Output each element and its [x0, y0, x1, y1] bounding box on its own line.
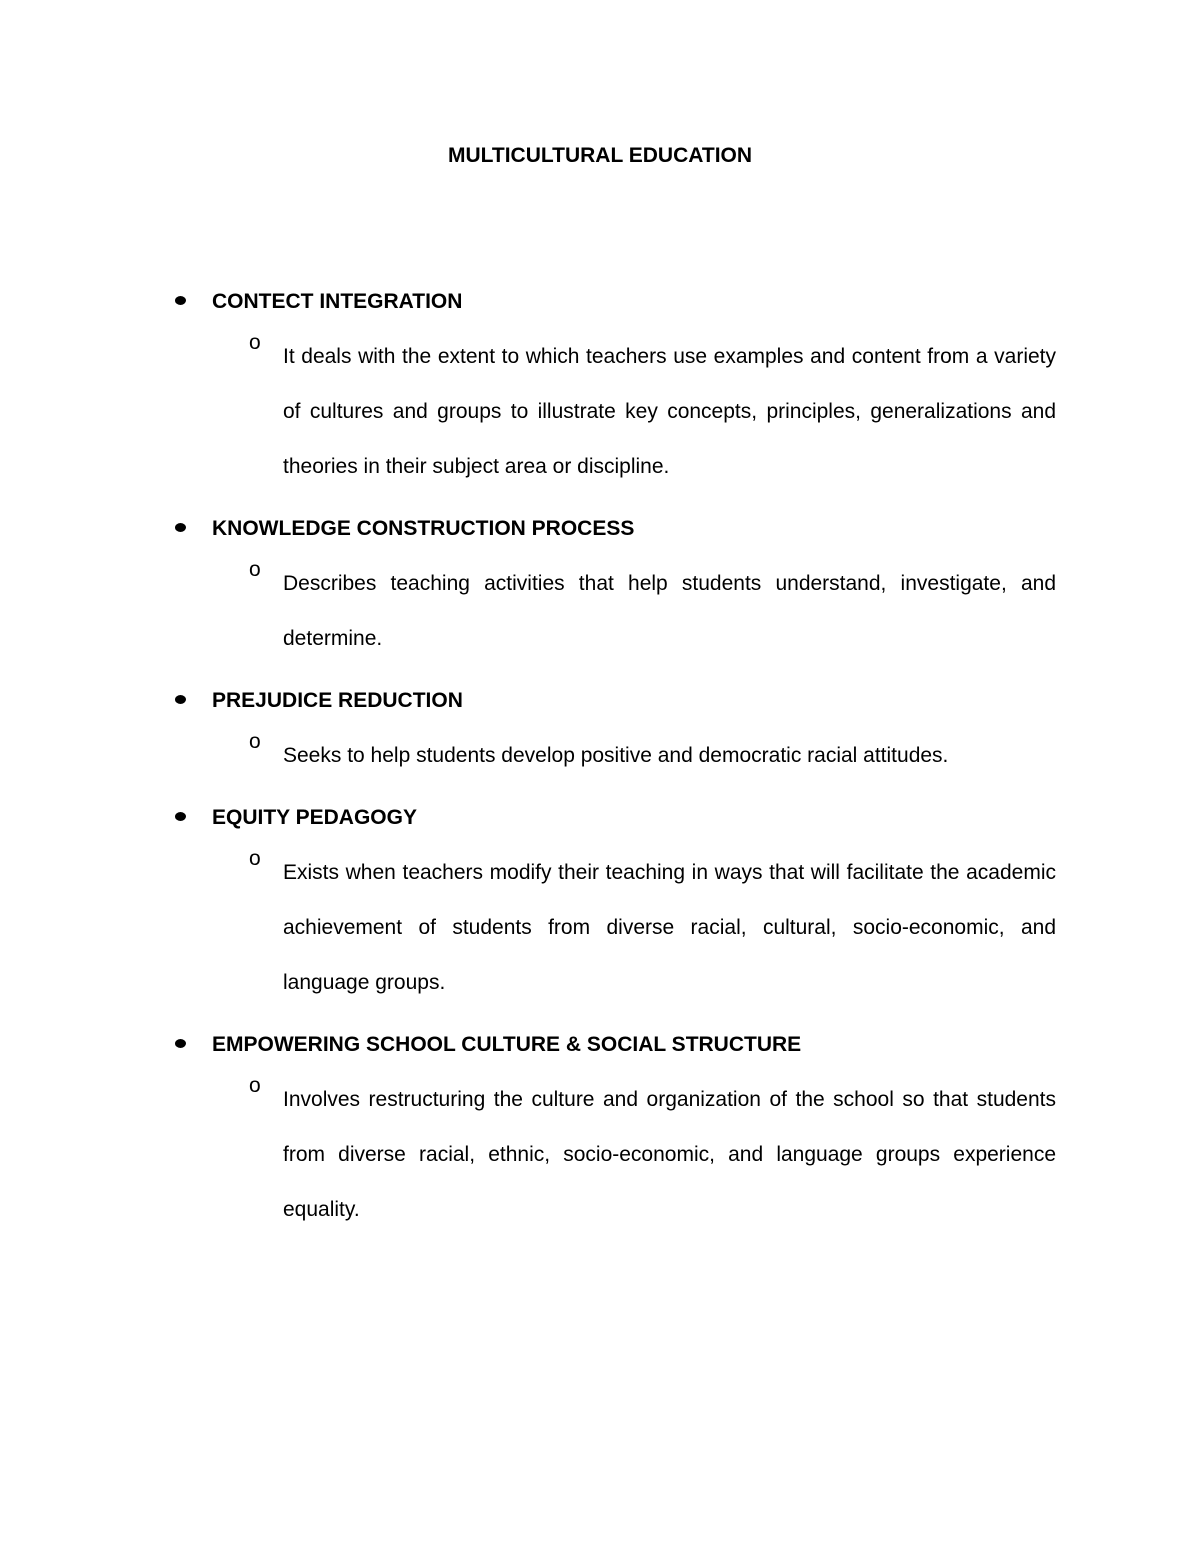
section-item — [0, 804, 1200, 1010]
section-heading-row — [0, 1031, 1200, 1061]
subpoint-text: It deals with the extent to which teachers use examples and content from a variety of cultures and groups to illustrate key concepts, principles, generalizations and theories in their subject area or discipline. — [283, 345, 1056, 478]
section-list — [0, 288, 1200, 1258]
section-heading-row — [0, 687, 1200, 717]
subpoint — [0, 556, 1200, 666]
filled-circle-bullet-icon — [175, 296, 186, 305]
section-heading-row — [0, 515, 1200, 545]
hollow-o-marker-icon: o — [249, 1074, 261, 1097]
filled-circle-bullet-icon — [175, 812, 186, 821]
filled-circle-bullet-icon — [175, 523, 186, 532]
hollow-o-marker-icon: o — [249, 558, 261, 581]
subpoint-text: Exists when teachers modify their teaching in ways that will facilitate the academic achievement of students from diverse racial, cultural, socio-economic, and language groups. — [283, 861, 1056, 994]
subpoint — [0, 329, 1200, 494]
section-heading: PREJUDICE REDUCTION — [212, 689, 463, 712]
hollow-o-marker-icon: o — [249, 730, 261, 753]
hollow-o-marker-icon: o — [249, 331, 261, 354]
subpoint — [0, 1072, 1200, 1237]
filled-circle-bullet-icon — [175, 1039, 186, 1048]
filled-circle-bullet-icon — [175, 695, 186, 704]
section-heading-row — [0, 804, 1200, 834]
section-item — [0, 687, 1200, 783]
section-heading: CONTECT INTEGRATION — [212, 290, 463, 313]
subpoint-text: Seeks to help students develop positive and democratic racial attitudes. — [283, 744, 949, 767]
subpoint — [0, 728, 1200, 783]
hollow-o-marker-icon: o — [249, 847, 261, 870]
section-heading-row — [0, 288, 1200, 318]
section-heading: KNOWLEDGE CONSTRUCTION PROCESS — [212, 517, 635, 540]
subpoint-text: Involves restructuring the culture and organization of the school so that students from diverse racial, ethnic, socio-economic, and language groups experience equality. — [283, 1088, 1056, 1221]
section-heading: EMPOWERING SCHOOL CULTURE & SOCIAL STRUCTURE — [212, 1033, 802, 1056]
section-item — [0, 515, 1200, 666]
document-title: MULTICULTURAL EDUCATION — [447, 144, 753, 167]
subpoint — [0, 845, 1200, 1010]
section-item — [0, 288, 1200, 494]
section-heading: EQUITY PEDAGOGY — [212, 806, 417, 829]
section-item — [0, 1031, 1200, 1237]
subpoint-text: Describes teaching activities that help students understand, investigate, and determine. — [283, 572, 1056, 650]
